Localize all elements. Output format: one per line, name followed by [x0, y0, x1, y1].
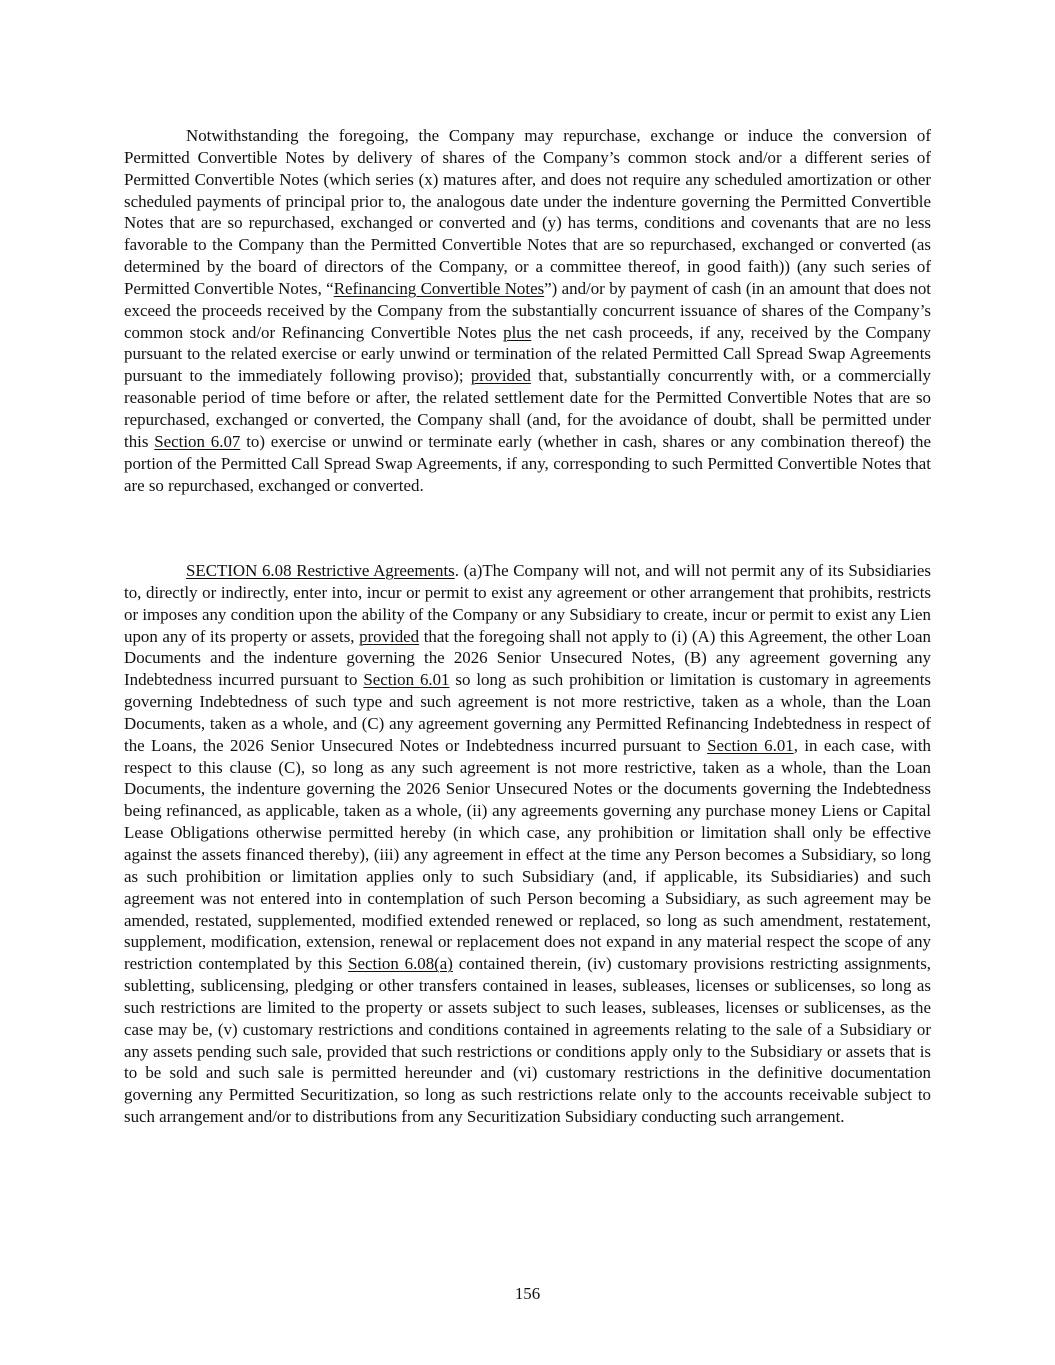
paragraph2-text-5: contained therein, (iv) customary provisions restricting assignments, subletting, sublicensing, pledging or other transfers contained in leases, subleases, licenses or sublicenses, so long as such restrictions are limited to the property or assets subject to such leases, subleases, licenses or sublicenses, as the case may be, (v) customary restrictions and conditions contained in agreements relating to the sale of a Subsidiary or any assets pending such sale, provided that such restrictions or conditions apply only to the Subsidiary or assets that is to be sold and such sale is permitted hereunder and (vi) customary restrictions in the definitive documentation governing any Permitted Securitization, so long as such restrictions relate only to the accounts receivable subject to such arrangement and/or to distributions from any Securitization Subsidiary conducting such arrangement. — [124, 954, 931, 1127]
page-number: 156 — [514, 1284, 541, 1303]
paragraph2-text-3: so long as such prohibition or limitation is customary in agreements governing Indebtedness of such type and such agreement is not more restrictive, taken as a whole, than the Loan Documents, taken as a whole, and (C) any agreement governing any Permitted Refinancing Indebtedness in respect of the Loans, the 2026 Senior Unsecured Notes or Indebtedness incurred pursuant to — [124, 670, 931, 755]
paragraph1-text-2: ”) and/or by payment of cash (in an amount that does not exceed the proceeds received by the Company from the substantially concurrent issuance of shares of the Company’s common stock and/or Refinancing Convertible Notes — [124, 278, 931, 342]
paragraph1-text-1: Notwithstanding the foregoing, the Company may repurchase, exchange or induce the conversion of Permitted Convertible Notes by delivery of shares of the Company’s common stock and/or a different series of Permitted Convertible Notes (which series (x) matures after, and does not require any scheduled amortization or other scheduled payments of principal prior to, the analogous date under the indenture governing the Permitted Convertible Notes that are so repurchased, exchanged or converted and (y) has terms, conditions and covenants that are no less favorable to the Company than the Permitted Convertible Notes that are so repurchased, exchanged or converted (as determined by the board of directors of the Company, or a committee thereof, in good faith)) (any such series of Permitted Convertible Notes, “ — [124, 126, 931, 298]
paragraph-convertible-notes — [124, 125, 931, 496]
paragraph1-text-3: the net cash proceeds, if any, received by the Company pursuant to the related exercise or early unwind or termination of the related Permitted Call Spread Swap Agreements pursuant to the immediately following proviso); — [124, 322, 931, 386]
term-provided: provided — [359, 626, 420, 646]
defined-term-refinancing-convertible-notes: Refinancing Convertible Notes — [333, 278, 545, 298]
section-reference-6-01: Section 6.01 — [363, 670, 450, 690]
section-reference-6-01: Section 6.01 — [707, 735, 794, 755]
section-reference-6-07: Section 6.07 — [154, 431, 241, 451]
paragraph-section-6-08 — [124, 560, 931, 1128]
paragraph2-text-2: that the foregoing shall not apply to (i) (A) this Agreement, the other Loan Documents and the indenture governing the 2026 Senior Unsecured Notes, (B) any agreement governing any Indebtedness incurred pursuant to — [124, 626, 931, 690]
paragraph1-text-5: to) exercise or unwind or terminate early (whether in cash, shares or any combination thereof) the portion of the Permitted Call Spread Swap Agreements, if any, corresponding to such Permitted Convertible Notes that are so repurchased, exchanged or converted. — [124, 431, 931, 495]
section-reference-6-08a: Section 6.08(a) — [348, 954, 453, 974]
paragraph2-text-4: , in each case, with respect to this clause (C), so long as any such agreement is not more restrictive, taken as a whole, than the Loan Documents, the indenture governing the 2026 Senior Unsecured Notes or the documents governing the Indebtedness being refinanced, as applicable, taken as a whole, (ii) any agreements governing any purchase money Liens or Capital Lease Obligations otherwise permitted hereby (in which case, any prohibition or limitation shall only be effective against the assets financed thereby), (iii) any agreement in effect at the time any Person becomes a Subsidiary, so long as such prohibition or limitation applies only to such Subsidiary (and, if applicable, its Subsidiaries) and such agreement was not entered into in contemplation of such Person becoming a Subsidiary, as such agreement may be amended, restated, supplemented, modified extended renewed or replaced, so long as such amendment, restatement, supplement, modification, extension, renewal or replacement does not expand in any material respect the scope of any restriction contemplated by this — [124, 735, 931, 974]
term-provided: provided — [470, 366, 531, 386]
term-plus: plus — [503, 322, 532, 342]
paragraph1-text-4: that, substantially concurrently with, or a commercially reasonable period of time before or after, the related settlement date for the Permitted Convertible Notes that are so repurchased, exchanged or converted, the Company shall (and, for the avoidance of doubt, shall be permitted under this — [124, 366, 931, 451]
paragraph2-text-1: . (a)The Company will not, and will not permit any of its Subsidiaries to, directly or indirectly, enter into, incur or permit to exist any agreement or other arrangement that prohibits, restricts or imposes any condition upon the ability of the Company or any Subsidiary to create, incur or permit to exist any Lien upon any of its property or assets, — [124, 561, 931, 646]
section-heading-6-08: SECTION 6.08 Restrictive Agreements — [186, 561, 455, 580]
